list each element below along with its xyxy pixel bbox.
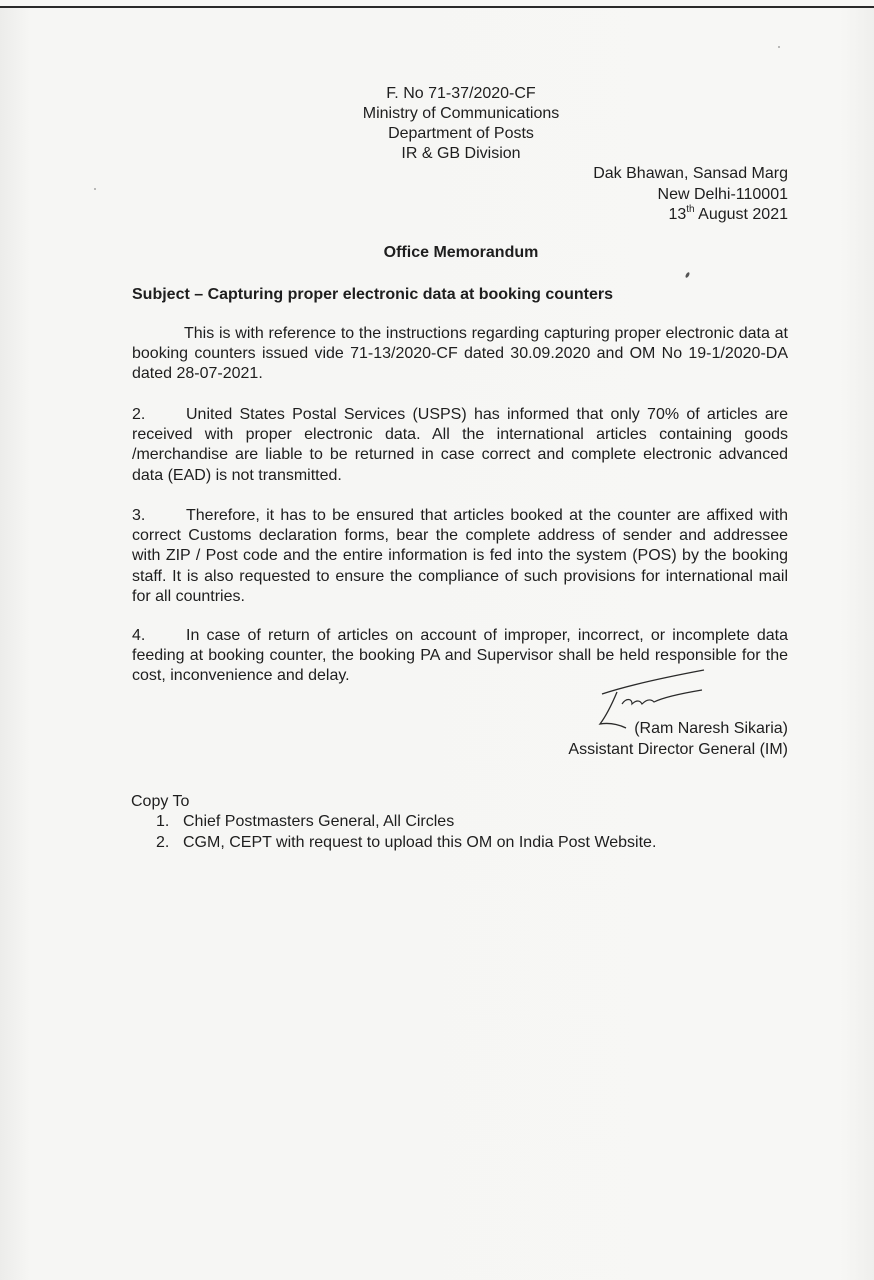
list-item-number: 1. (156, 813, 170, 830)
list-item-number: 2. (156, 833, 170, 851)
list-item-text: Chief Postmasters General, All Circles (183, 813, 455, 830)
paragraph-2 (132, 405, 788, 486)
list-item-text: CGM, CEPT with request to upload this OM on India Post Website. (183, 833, 657, 851)
paragraph-number: 2. (132, 406, 146, 423)
paragraph-1 (132, 324, 788, 385)
paragraph-3 (132, 506, 788, 607)
date-suffix: th (686, 204, 695, 215)
file-number: F. No 71-37/2020-CF (386, 85, 536, 102)
signature-block (568, 718, 788, 760)
paragraph-text: In case of return of articles on account of improper, incorrect, or incomplete data feeding at booking counter, the booking PA and Supervisor shall be held responsible for the cost, inconvenience and delay. (132, 627, 788, 685)
paragraph-text: Therefore, it has to be ensured that articles booked at the counter are affixed with correct Customs declaration forms, bear the complete address of sender and addressee with ZIP / Post code and the entire information is fed into the system (POS) by the booking staff. It is also requested to ensure the compliance of such provisions for international mail for all countries. (132, 507, 788, 605)
department-name: Department of Posts (388, 125, 534, 142)
division-name: IR & GB Division (401, 145, 521, 162)
copy-to-list (156, 812, 656, 853)
memo-title: Office Memorandum (383, 244, 539, 261)
paragraph-text: United States Postal Services (USPS) has informed that only 70% of articles are received with proper electronic data. All the international articles containing goods /merchandise are liable to be returned in case correct and complete electronic advanced data (EAD) is not transmitted. (132, 406, 788, 484)
list-item (156, 812, 656, 833)
paragraph-number: 3. (132, 507, 146, 524)
scan-speck (778, 46, 780, 48)
address-line-2: New Delhi-110001 (657, 185, 788, 203)
memo-subject: Subject – Capturing proper electronic data at booking counters (132, 286, 613, 303)
paragraph-text: This is with reference to the instructions regarding capturing proper electronic data at booking counters issued vide 71-13/2020-CF dated 30.09.2020 and OM No 19-1/2020-DA dated 28-07-2021. (132, 325, 788, 383)
signatory-name: (Ram Naresh Sikaria) (634, 720, 788, 737)
memo-date (593, 205, 788, 226)
ministry-name: Ministry of Communications (362, 105, 560, 122)
letterhead (330, 84, 592, 164)
address-line-1: Dak Bhawan, Sansad Marg (593, 165, 788, 182)
signatory-designation: Assistant Director General (IM) (568, 741, 788, 758)
date-day: 13 (668, 206, 687, 223)
list-item (156, 833, 656, 854)
paragraph-number: 4. (132, 627, 146, 644)
sender-address (593, 164, 788, 226)
scan-speck (94, 188, 96, 190)
scan-speck (685, 272, 691, 279)
date-month-year: August 2021 (694, 206, 788, 223)
copy-to-label: Copy To (131, 793, 190, 810)
top-edge (0, 0, 874, 8)
